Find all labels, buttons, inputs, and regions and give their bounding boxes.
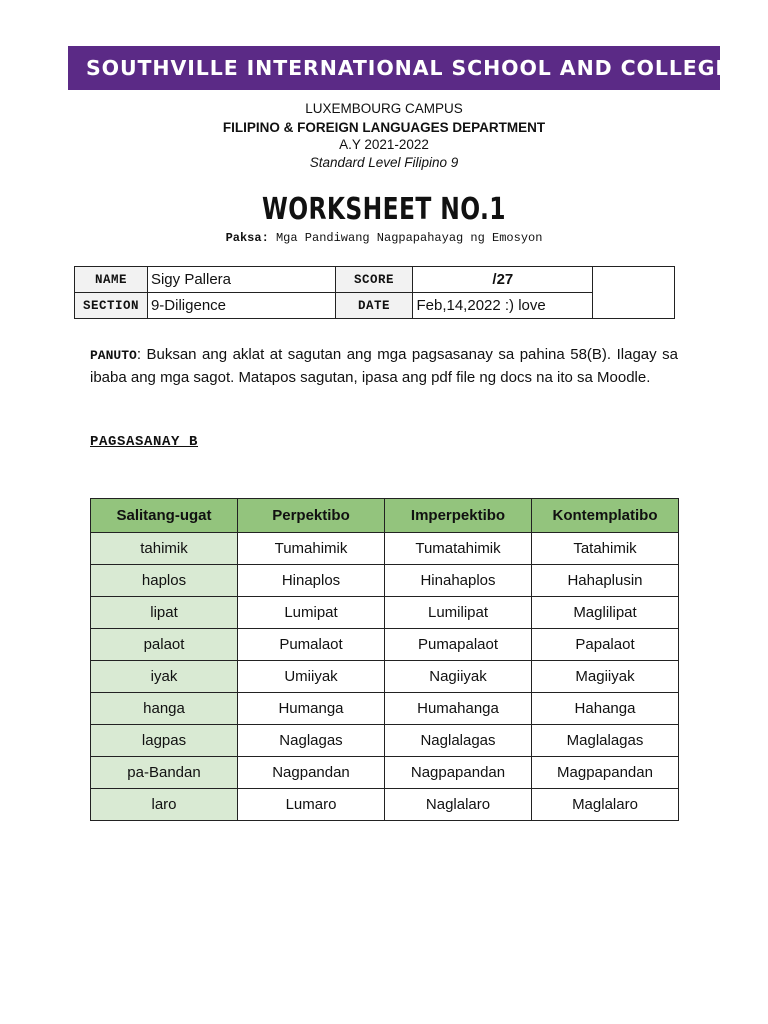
verb-aspect-table bbox=[90, 498, 679, 821]
table-cell[interactable]: Lumipat bbox=[238, 597, 385, 629]
blank-cell bbox=[593, 267, 675, 319]
table-cell[interactable]: Hinaplos bbox=[238, 565, 385, 597]
column-header: Perpektibo bbox=[238, 499, 385, 533]
root-word-cell: hanga bbox=[91, 693, 238, 725]
table-cell[interactable]: Pumapalaot bbox=[385, 629, 532, 661]
instructions bbox=[90, 344, 678, 388]
table-cell[interactable]: Nagpapandan bbox=[385, 757, 532, 789]
worksheet-title: WORKSHEET NO.1 bbox=[262, 192, 506, 227]
table-cell[interactable]: Naglalagas bbox=[385, 725, 532, 757]
root-word-cell: palaot bbox=[91, 629, 238, 661]
table-header-row bbox=[91, 499, 679, 533]
academic-year-line: A.Y 2021-2022 bbox=[339, 137, 429, 152]
table-row bbox=[91, 757, 679, 789]
topic-line bbox=[0, 231, 768, 245]
root-word-cell: lipat bbox=[91, 597, 238, 629]
table-cell[interactable]: Magiiyak bbox=[532, 661, 679, 693]
name-field[interactable]: Sigy Pallera bbox=[147, 267, 335, 293]
date-label: DATE bbox=[335, 293, 413, 319]
column-header: Kontemplatibo bbox=[532, 499, 679, 533]
root-word-cell: tahimik bbox=[91, 533, 238, 565]
column-header: Imperpektibo bbox=[385, 499, 532, 533]
table-row bbox=[91, 629, 679, 661]
campus-line: LUXEMBOURG CAMPUS bbox=[305, 101, 463, 116]
table-cell[interactable]: Hahaplusin bbox=[532, 565, 679, 597]
instructions-text: : Buksan ang aklat at sagutan ang mga pagsasanay sa pahina 58(B). Ilagay sa ibaba ang mga sagot. Matapos sagutan, ipasa ang pdf file ng docs na ito sa Moodle. bbox=[90, 346, 678, 386]
table-row bbox=[91, 565, 679, 597]
date-field[interactable]: Feb,14,2022 :) love bbox=[413, 293, 593, 319]
root-word-cell: laro bbox=[91, 789, 238, 821]
root-word-cell: haplos bbox=[91, 565, 238, 597]
table-cell[interactable]: Tatahimik bbox=[532, 533, 679, 565]
school-banner bbox=[68, 46, 746, 90]
student-info-table bbox=[74, 266, 675, 319]
instructions-label: PANUTO bbox=[90, 348, 137, 363]
table-cell[interactable]: Nagpandan bbox=[238, 757, 385, 789]
table-row bbox=[91, 597, 679, 629]
table-cell[interactable]: Humahanga bbox=[385, 693, 532, 725]
table-cell[interactable]: Humanga bbox=[238, 693, 385, 725]
table-cell[interactable]: Maglalagas bbox=[532, 725, 679, 757]
table-cell[interactable]: Tumahimik bbox=[238, 533, 385, 565]
table-cell[interactable]: Maglilipat bbox=[532, 597, 679, 629]
table-cell[interactable]: Umiiyak bbox=[238, 661, 385, 693]
table-cell[interactable]: Lumaro bbox=[238, 789, 385, 821]
column-header: Salitang-ugat bbox=[91, 499, 238, 533]
level-line: Standard Level Filipino 9 bbox=[309, 155, 459, 170]
section-field[interactable]: 9-Diligence bbox=[147, 293, 335, 319]
score-field[interactable]: /27 bbox=[413, 267, 593, 293]
table-cell[interactable]: Naglagas bbox=[238, 725, 385, 757]
table-row bbox=[91, 533, 679, 565]
table-cell[interactable]: Nagiiyak bbox=[385, 661, 532, 693]
department-line: FILIPINO & FOREIGN LANGUAGES DEPARTMENT bbox=[222, 120, 546, 135]
topic-label: Paksa: bbox=[225, 231, 269, 245]
table-cell[interactable]: Maglalaro bbox=[532, 789, 679, 821]
table-row bbox=[91, 661, 679, 693]
table-row bbox=[91, 693, 679, 725]
root-word-cell: pa-Bandan bbox=[91, 757, 238, 789]
name-label: NAME bbox=[75, 267, 148, 293]
exercise-heading: PAGSASANAY B bbox=[90, 434, 199, 450]
score-label: SCORE bbox=[335, 267, 413, 293]
table-cell[interactable]: Magpapandan bbox=[532, 757, 679, 789]
table-cell[interactable]: Hahanga bbox=[532, 693, 679, 725]
root-word-cell: lagpas bbox=[91, 725, 238, 757]
table-cell[interactable]: Tumatahimik bbox=[385, 533, 532, 565]
table-cell[interactable]: Pumalaot bbox=[238, 629, 385, 661]
table-cell[interactable]: Papalaot bbox=[532, 629, 679, 661]
section-label: SECTION bbox=[75, 293, 148, 319]
table-cell[interactable]: Hinahaplos bbox=[385, 565, 532, 597]
table-row bbox=[91, 789, 679, 821]
table-row bbox=[91, 725, 679, 757]
school-name: SOUTHVILLE INTERNATIONAL SCHOOL AND COLLEGES bbox=[86, 56, 746, 80]
table-cell[interactable]: Naglalaro bbox=[385, 789, 532, 821]
root-word-cell: iyak bbox=[91, 661, 238, 693]
table-cell[interactable]: Lumilipat bbox=[385, 597, 532, 629]
topic-text: Mga Pandiwang Nagpapahayag ng Emosyon bbox=[275, 231, 543, 245]
